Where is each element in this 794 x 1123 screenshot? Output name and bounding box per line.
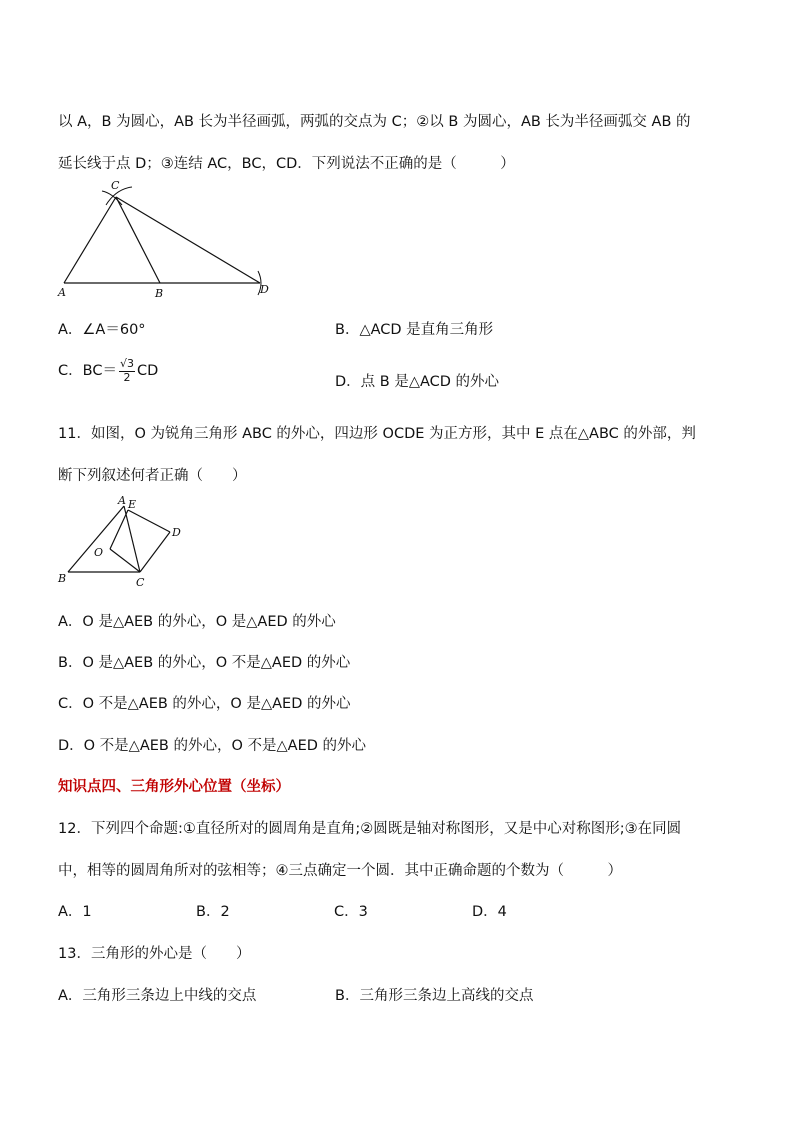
q10-option-a: A．∠A＝60° xyxy=(58,322,146,338)
q10-stem-line1: 以 A，B 为圆心，AB 长为半径画弧，两弧的交点为 C；②以 B 为圆心，AB 长为半径画弧交 AB 的 xyxy=(58,114,691,130)
q10-figure xyxy=(50,175,280,305)
q12-option-c: C．3 xyxy=(334,904,368,920)
q10-option-c-suffix: CD xyxy=(136,363,159,380)
q12-stem-line2: 中，相等的圆周角所对的弦相等；④三点确定一个圆．其中正确命题的个数为（ ） xyxy=(58,863,622,879)
section-heading: 知识点四、三角形外心位置（坐标） xyxy=(58,779,290,795)
label-a: A xyxy=(118,494,126,507)
label-b: B xyxy=(155,287,164,300)
label-o: O xyxy=(94,546,104,559)
q10-stem-line2: 延长线于点 D；③连结 AC，BC，CD．下列说法不正确的是（ ） xyxy=(58,156,515,172)
q11-figure xyxy=(52,492,192,592)
label-b: B xyxy=(58,572,67,585)
segment-ac xyxy=(64,197,116,283)
segment-ab xyxy=(68,506,124,572)
q12-option-b: B．2 xyxy=(196,904,230,920)
q11-option-a: A．O 是△AEB 的外心，O 是△AED 的外心 xyxy=(58,614,336,630)
label-c: C xyxy=(111,179,120,192)
q13-option-b: B．三角形三条边上高线的交点 xyxy=(335,988,534,1004)
q13-option-a: A．三角形三条边上中线的交点 xyxy=(58,988,257,1004)
q11-option-b: B．O 是△AEB 的外心，O 不是△AED 的外心 xyxy=(58,655,351,671)
q12-option-a: A．1 xyxy=(58,904,92,920)
q11-stem-line1: 11．如图，O 为锐角三角形 ABC 的外心，四边形 OCDE 为正方形，其中 E 点在△ABC 的外部，判 xyxy=(58,426,696,442)
q13-stem: 13．三角形的外心是（ ） xyxy=(58,946,251,962)
fraction-denominator: 2 xyxy=(123,370,131,384)
q11-stem-line2: 断下列叙述何者正确（ ） xyxy=(58,468,247,484)
segment-ed xyxy=(128,510,170,532)
label-a: A xyxy=(58,286,66,299)
q10-option-d: D．点 B 是△ACD 的外心 xyxy=(335,374,500,390)
label-e: E xyxy=(128,498,137,511)
q11-option-d: D．O 不是△AEB 的外心，O 不是△AED 的外心 xyxy=(58,738,367,754)
q12-option-d: D．4 xyxy=(472,904,507,920)
fraction xyxy=(119,358,135,384)
fraction-numerator: √3 xyxy=(119,357,134,370)
q12-stem-line1: 12．下列四个命题:①直径所对的圆周角是直角;②圆既是轴对称图形，又是中心对称图形;③在同圆 xyxy=(58,821,682,837)
segment-dc xyxy=(140,532,170,572)
label-d: D xyxy=(172,526,181,539)
q10-option-c xyxy=(58,358,158,384)
label-c: C xyxy=(136,576,145,589)
segment-oe xyxy=(110,510,128,549)
q10-option-b: B．△ACD 是直角三角形 xyxy=(335,322,494,338)
q11-option-c: C．O 不是△AEB 的外心，O 是△AED 的外心 xyxy=(58,696,351,712)
q10-option-c-prefix: C．BC＝ xyxy=(58,363,117,380)
label-d: D xyxy=(260,283,269,296)
